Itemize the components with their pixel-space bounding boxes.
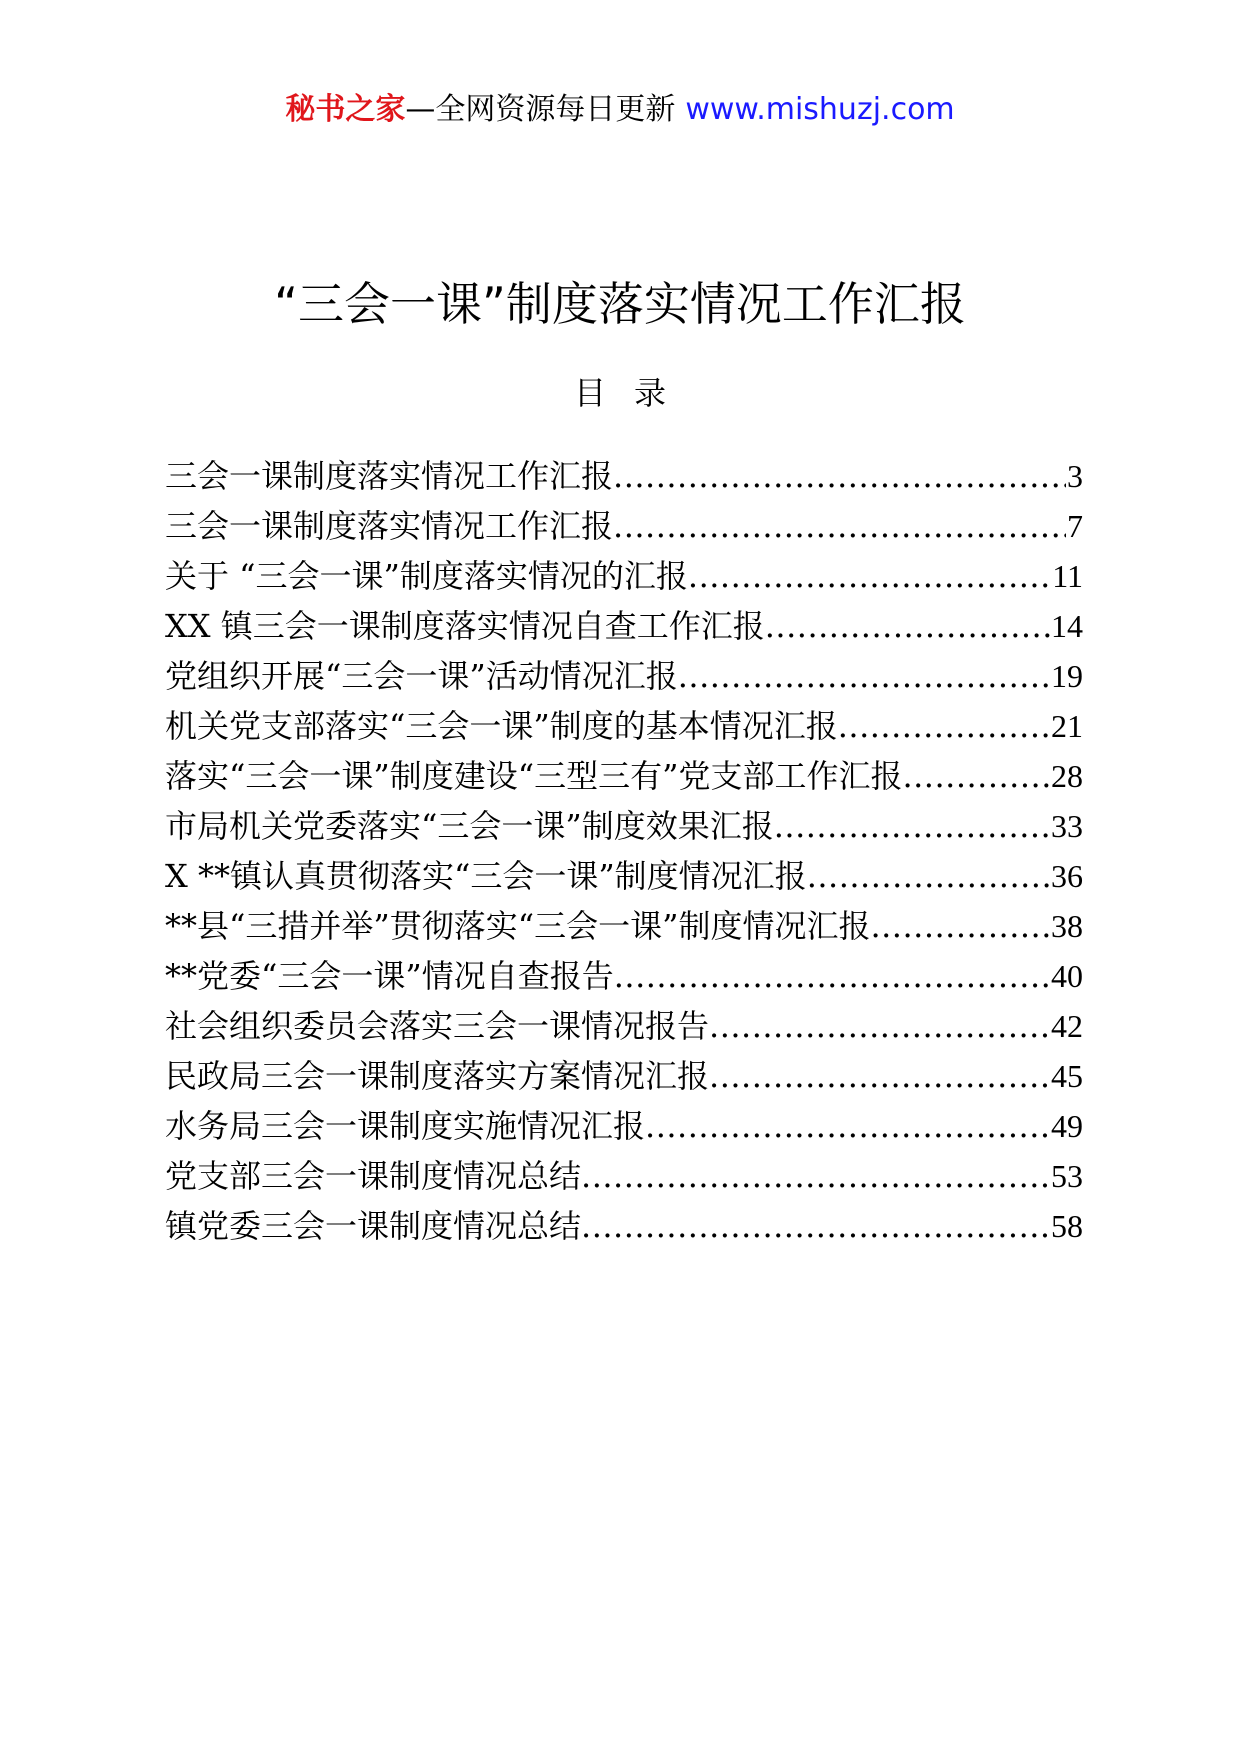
site-tagline: —全网资源每日更新 <box>405 92 676 127</box>
toc-entry-page: 3 <box>1067 458 1083 494</box>
toc-entry-title: 水务局三会一课制度实施情况汇报 <box>165 1107 646 1145</box>
toc-entry[interactable] <box>165 1001 1083 1051</box>
toc-leader-dots <box>709 1051 1050 1101</box>
toc-entry[interactable] <box>165 801 1083 851</box>
toc-entry[interactable] <box>165 651 1083 701</box>
table-of-contents <box>165 451 1083 1251</box>
toc-leader-dots <box>678 651 1050 701</box>
toc-leader-dots <box>613 501 1066 551</box>
toc-leader-dots <box>902 751 1050 801</box>
toc-leader-dots <box>765 601 1050 651</box>
toc-entry-page: 14 <box>1051 608 1083 644</box>
toc-entry-page: 21 <box>1051 708 1083 744</box>
toc-entry-page: 38 <box>1051 908 1083 944</box>
toc-leader-dots <box>581 1201 1050 1251</box>
toc-entry-title: 镇党委三会一课制度情况总结 <box>165 1207 582 1245</box>
toc-leader-dots <box>774 801 1050 851</box>
toc-entry-page: 53 <box>1051 1158 1083 1194</box>
toc-entry[interactable] <box>165 1151 1083 1201</box>
toc-leader-dots <box>614 951 1050 1001</box>
toc-entry-page: 36 <box>1051 858 1083 894</box>
toc-entry-title: 社会组织委员会落实三会一课情况报告 <box>165 1007 710 1045</box>
toc-entry-title: X **镇认真贯彻落实“三会一课”制度情况汇报 <box>165 857 807 895</box>
toc-entry[interactable] <box>165 851 1083 901</box>
toc-leader-dots <box>838 701 1050 751</box>
toc-entry-title: 三会一课制度落实情况工作汇报 <box>165 507 614 545</box>
toc-entry[interactable] <box>165 451 1083 501</box>
toc-entry[interactable] <box>165 701 1083 751</box>
site-header <box>0 88 1240 132</box>
toc-entry-page: 42 <box>1051 1008 1083 1044</box>
site-url-link[interactable]: www.mishuzj.com <box>685 92 955 127</box>
toc-entry[interactable] <box>165 601 1083 651</box>
toc-entry[interactable] <box>165 901 1083 951</box>
toc-leader-dots <box>688 551 1051 601</box>
toc-entry-page: 11 <box>1052 558 1083 594</box>
toc-entry[interactable] <box>165 1051 1083 1101</box>
toc-entry-title: **党委“三会一课”情况自查报告 <box>165 957 614 995</box>
toc-entry-title: 党支部三会一课制度情况总结 <box>165 1157 582 1195</box>
toc-entry[interactable] <box>165 501 1083 551</box>
toc-entry-page: 45 <box>1051 1058 1083 1094</box>
toc-entry-page: 58 <box>1051 1208 1083 1244</box>
toc-entry[interactable] <box>165 1101 1083 1151</box>
toc-entry[interactable] <box>165 1201 1083 1251</box>
toc-entry-page: 19 <box>1051 658 1083 694</box>
toc-entry-title: XX 镇三会一课制度落实情况自查工作汇报 <box>165 607 765 645</box>
toc-leader-dots <box>807 851 1050 901</box>
toc-entry-title: 党组织开展“三会一课”活动情况汇报 <box>165 657 678 695</box>
toc-entry-page: 33 <box>1051 808 1083 844</box>
toc-entry-page: 49 <box>1051 1108 1083 1144</box>
toc-entry[interactable] <box>165 751 1083 801</box>
document-title: “三会一课”制度落实情况工作汇报 <box>274 277 966 331</box>
toc-entry[interactable] <box>165 551 1083 601</box>
toc-leader-dots <box>645 1101 1050 1151</box>
toc-entry-title: 市局机关党委落实“三会一课”制度效果汇报 <box>165 807 774 845</box>
toc-entry[interactable] <box>165 951 1083 1001</box>
toc-entry-page: 40 <box>1051 958 1083 994</box>
toc-entry-title: **县“三措并举”贯彻落实“三会一课”制度情况汇报 <box>165 907 871 945</box>
toc-leader-dots <box>613 451 1066 501</box>
toc-entry-title: 三会一课制度落实情况工作汇报 <box>165 457 614 495</box>
toc-entry-title: 机关党支部落实“三会一课”制度的基本情况汇报 <box>165 707 838 745</box>
toc-entry-page: 28 <box>1051 758 1083 794</box>
toc-entry-title: 落实“三会一课”制度建设“三型三有”党支部工作汇报 <box>165 757 903 795</box>
toc-entry-title: 民政局三会一课制度落实方案情况汇报 <box>165 1057 710 1095</box>
site-brand: 秘书之家 <box>285 92 406 127</box>
toc-leader-dots <box>581 1151 1050 1201</box>
toc-entry-title: 关于 “三会一课”制度落实情况的汇报 <box>165 557 688 595</box>
toc-leader-dots <box>870 901 1050 951</box>
toc-leader-dots <box>709 1001 1050 1051</box>
toc-entry-page: 7 <box>1067 508 1083 544</box>
toc-heading: 目录 <box>573 374 694 412</box>
